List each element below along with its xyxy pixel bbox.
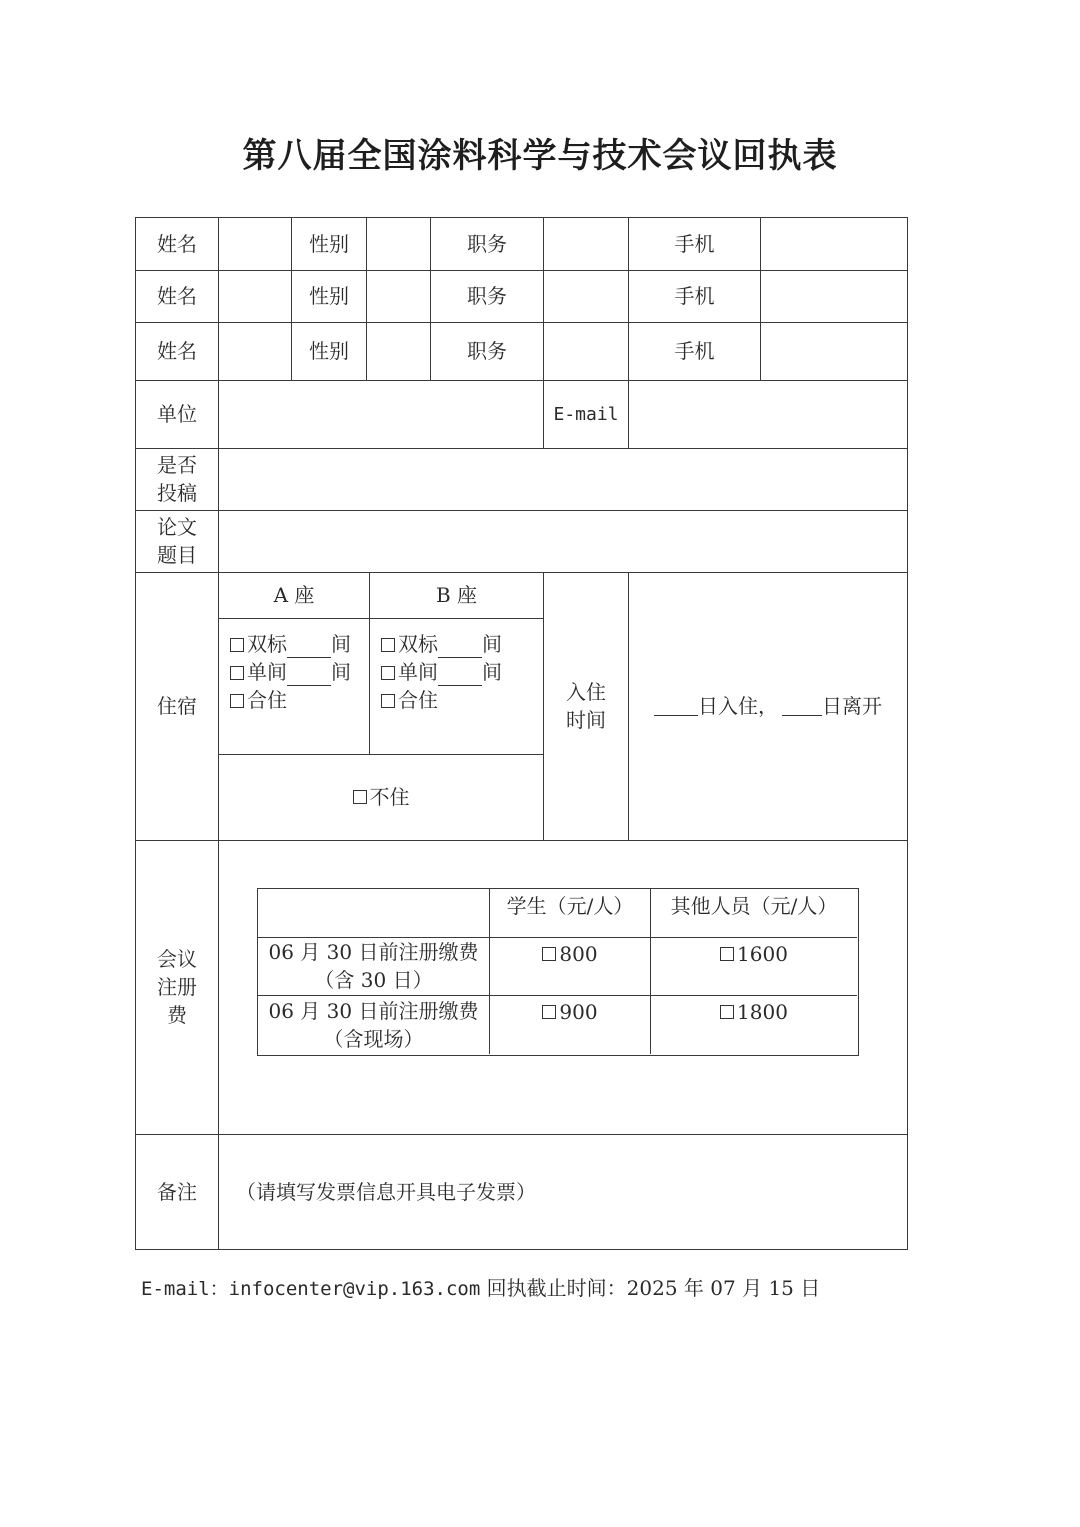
email-label: E-mail [553, 404, 619, 425]
name-label: 姓名 [157, 232, 197, 256]
gender-field[interactable] [367, 270, 430, 322]
checkbox-icon[interactable] [230, 638, 244, 652]
option-single[interactable]: 单间 间 [230, 658, 351, 686]
paper-title-field[interactable] [219, 510, 907, 572]
footer-deadline: 2025 年 07 月 15 日 [626, 1276, 821, 1300]
building-b-header: B 座 [435, 583, 478, 607]
remarks-label: 备注 [157, 1179, 197, 1204]
building-a-options [230, 630, 351, 714]
remarks-field[interactable]: （请填写发票信息开具电子发票） [236, 1179, 536, 1204]
fee-option-student[interactable]: 800 [490, 937, 650, 971]
registration-label: 会议 注册 费 [157, 947, 197, 1027]
phone-label: 手机 [674, 339, 715, 363]
footer [141, 1272, 820, 1301]
fee-header-blank [258, 889, 489, 937]
checkbox-icon[interactable] [542, 947, 556, 961]
phone-field[interactable] [761, 270, 907, 322]
form-title: 第八届全国涂料科学与技术会议回执表 [242, 136, 838, 176]
gender-label: 性别 [309, 284, 349, 308]
gender-field[interactable] [367, 218, 430, 270]
position-label: 职务 [467, 232, 507, 256]
footer-email[interactable]: infocenter@vip.163.com [228, 1278, 481, 1300]
email-field[interactable] [629, 380, 907, 448]
room-count-blank[interactable] [438, 667, 482, 686]
option-shared[interactable]: 合住 [381, 686, 502, 714]
option-double[interactable]: 双标 间 [230, 630, 351, 658]
phone-field[interactable] [761, 322, 907, 380]
checkbox-icon[interactable] [720, 1005, 734, 1019]
room-count-blank[interactable] [287, 667, 331, 686]
position-label: 职务 [467, 284, 507, 308]
option-shared[interactable]: 合住 [230, 686, 351, 714]
option-single[interactable]: 单间 间 [381, 658, 502, 686]
room-count-blank[interactable] [438, 639, 482, 658]
unit-field[interactable] [219, 380, 543, 448]
gender-label: 性别 [309, 232, 349, 256]
checkin-dates: 日入住， 日离开 [629, 572, 907, 840]
gender-field[interactable] [367, 322, 430, 380]
fee-option-other[interactable]: 1600 [651, 937, 857, 971]
checkin-day-blank[interactable] [654, 697, 698, 716]
phone-label: 手机 [674, 232, 715, 256]
gender-label: 性别 [309, 339, 349, 363]
checkbox-icon[interactable] [720, 947, 734, 961]
checkbox-icon[interactable] [353, 790, 367, 804]
option-double[interactable]: 双标 间 [381, 630, 502, 658]
name-field[interactable] [219, 270, 291, 322]
lodging-label: 住宿 [157, 694, 197, 718]
checkout-day-blank[interactable] [782, 697, 822, 716]
fee-header-student: 学生（元/人） [506, 894, 634, 918]
fee-table [257, 888, 859, 1056]
name-label: 姓名 [157, 284, 197, 308]
building-b-options [381, 630, 502, 714]
registration-form [135, 217, 908, 1250]
fee-option-student[interactable]: 900 [490, 995, 650, 1029]
room-count-blank[interactable] [287, 639, 331, 658]
building-a-header: A 座 [273, 583, 315, 607]
submission-field[interactable] [219, 448, 907, 510]
name-field[interactable] [219, 322, 291, 380]
submission-label: 是否 投稿 [157, 453, 197, 505]
footer-deadline-label: 回执截止时间： [486, 1276, 627, 1300]
phone-field[interactable] [761, 218, 907, 270]
fee-header-other: 其他人员（元/人） [670, 894, 838, 918]
phone-label: 手机 [674, 284, 715, 308]
checkbox-icon[interactable] [381, 694, 395, 708]
checkin-label: 入住 时间 [566, 680, 606, 732]
footer-email-label: E-mail： [141, 1278, 229, 1300]
position-field[interactable] [544, 270, 628, 322]
no-lodging-option[interactable]: 不住 [219, 754, 543, 840]
checkbox-icon[interactable] [381, 638, 395, 652]
name-label: 姓名 [157, 339, 197, 363]
checkbox-icon[interactable] [542, 1005, 556, 1019]
position-field[interactable] [544, 218, 628, 270]
checkbox-icon[interactable] [381, 666, 395, 680]
checkbox-icon[interactable] [230, 666, 244, 680]
position-label: 职务 [467, 339, 507, 363]
fee-option-other[interactable]: 1800 [651, 995, 857, 1029]
unit-label: 单位 [157, 402, 197, 426]
paper-title-label: 论文 题目 [157, 515, 197, 567]
fee-row-label: 06 月 30 日前注册缴费 （含现场） [268, 998, 479, 1051]
fee-row-label: 06 月 30 日前注册缴费 （含 30 日） [268, 940, 479, 992]
name-field[interactable] [219, 218, 291, 270]
position-field[interactable] [544, 322, 628, 380]
checkbox-icon[interactable] [230, 694, 244, 708]
